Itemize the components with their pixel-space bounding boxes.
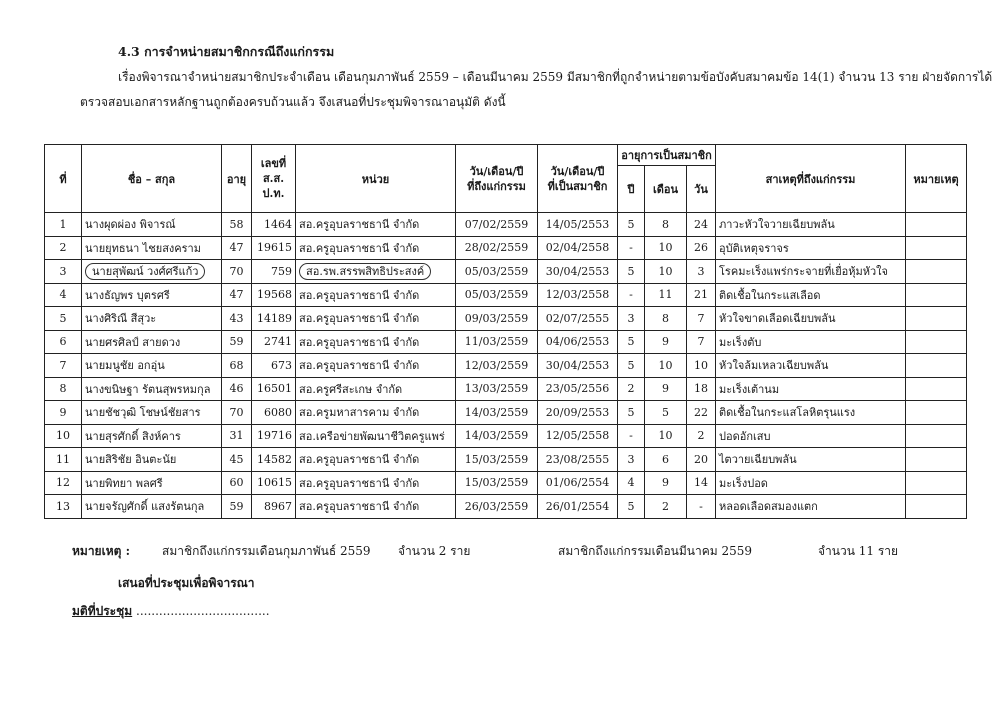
cell-months: 11 xyxy=(645,283,687,307)
circled-unit: สอ.รพ.สรรพสิทธิประสงค์ xyxy=(299,263,431,280)
cell-days: 22 xyxy=(687,401,716,425)
cell-cause: หัวใจล้มเหลวเฉียบพลัน xyxy=(716,354,906,378)
note-label: หมายเหตุ : xyxy=(72,544,131,558)
cell-no: 7 xyxy=(45,354,82,378)
cell-years: 4 xyxy=(618,471,645,495)
cell-name: นางธัญพร บุตรศรี xyxy=(82,283,222,307)
cell-days: 18 xyxy=(687,377,716,401)
cell-name: นายยุทธนา ไชยสงคราม xyxy=(82,236,222,260)
table-row xyxy=(45,354,967,378)
cell-join-date: 30/04/2553 xyxy=(538,260,618,284)
proposal-text: เสนอที่ประชุมเพื่อพิจารณา xyxy=(118,576,255,590)
cell-unit: สอ.ครูอุบลราชธานี จำกัด xyxy=(296,213,456,237)
cell-remark xyxy=(906,377,967,401)
col-header-death-date-line-2: ที่ถึงแก่กรรม xyxy=(467,179,526,193)
cell-no: 12 xyxy=(45,471,82,495)
cell-remark xyxy=(906,401,967,425)
cell-days: 3 xyxy=(687,260,716,284)
cell-name: นายศรศิลป์ สายดวง xyxy=(82,330,222,354)
cell-age: 59 xyxy=(222,330,252,354)
cell-years: 2 xyxy=(618,377,645,401)
cell-name: นายชัชวุฒิ โชษน์ชัยสาร xyxy=(82,401,222,425)
cell-months: 9 xyxy=(645,471,687,495)
cell-months: 10 xyxy=(645,260,687,284)
table-row xyxy=(45,471,967,495)
cell-member-no: 6080 xyxy=(252,401,296,425)
cell-death-date: 05/03/2559 xyxy=(456,260,538,284)
cell-join-date: 12/05/2558 xyxy=(538,424,618,448)
cell-join-date: 26/01/2554 xyxy=(538,495,618,519)
cell-days: 24 xyxy=(687,213,716,237)
cell-years: 5 xyxy=(618,495,645,519)
cell-age: 47 xyxy=(222,236,252,260)
cell-name: นางผุดผ่อง พิจารณ์ xyxy=(82,213,222,237)
cell-no: 10 xyxy=(45,424,82,448)
cell-months: 10 xyxy=(645,236,687,260)
cell-join-date: 04/06/2553 xyxy=(538,330,618,354)
cell-remark xyxy=(906,283,967,307)
cell-cause: หลอดเลือดสมองแตก xyxy=(716,495,906,519)
cell-months: 5 xyxy=(645,401,687,425)
cell-days: 26 xyxy=(687,236,716,260)
cell-cause: มะเร็งเต้านม xyxy=(716,377,906,401)
cell-unit xyxy=(296,260,456,284)
cell-age: 59 xyxy=(222,495,252,519)
cell-months: 10 xyxy=(645,354,687,378)
cell-no: 9 xyxy=(45,401,82,425)
cell-months: 9 xyxy=(645,330,687,354)
cell-days: 10 xyxy=(687,354,716,378)
cell-unit: สอ.เครือข่ายพัฒนาชีวิตครูแพร่ xyxy=(296,424,456,448)
cell-join-date: 14/05/2553 xyxy=(538,213,618,237)
cell-death-date: 07/02/2559 xyxy=(456,213,538,237)
resolution-line xyxy=(72,602,270,621)
cell-remark xyxy=(906,354,967,378)
cell-months: 10 xyxy=(645,424,687,448)
cell-member-no: 759 xyxy=(252,260,296,284)
cell-join-date: 01/06/2554 xyxy=(538,471,618,495)
col-header-member-no xyxy=(252,145,296,213)
cell-cause: หัวใจขาดเลือดเฉียบพลัน xyxy=(716,307,906,331)
cell-member-no: 1464 xyxy=(252,213,296,237)
cell-name: นายมนูชัย อกอุ่น xyxy=(82,354,222,378)
table-row xyxy=(45,424,967,448)
cell-join-date: 30/04/2553 xyxy=(538,354,618,378)
table-row xyxy=(45,307,967,331)
intro-paragraph-line-1: เรื่องพิจารณาจำหน่ายสมาชิกประจำเดือน เดือนกุมภาพันธ์ 2559 – เดือนมีนาคม 2559 มีสมาชิกที่ถูกจำหน่ายตามข้อบังคับสมาคมข้อ 14(1) จำนวน 13 ราย ฝ่ายจัดการได้ xyxy=(118,70,993,84)
note-mar-count: จำนวน 11 ราย xyxy=(818,544,899,558)
cell-remark xyxy=(906,236,967,260)
col-header-join-date-line-2: ที่เป็นสมาชิก xyxy=(547,179,608,193)
cell-days: 21 xyxy=(687,283,716,307)
cell-name: นายพิทยา พลศรี xyxy=(82,471,222,495)
cell-unit: สอ.ครูอุบลราชธานี จำกัด xyxy=(296,354,456,378)
col-header-member-no-line-3: ป.ท. xyxy=(262,187,285,200)
cell-member-no: 19615 xyxy=(252,236,296,260)
cell-years: 3 xyxy=(618,448,645,472)
cell-days: 20 xyxy=(687,448,716,472)
cell-months: 9 xyxy=(645,377,687,401)
cell-days: 2 xyxy=(687,424,716,448)
table-row xyxy=(45,377,967,401)
table-row xyxy=(45,495,967,519)
cell-death-date: 15/03/2559 xyxy=(456,448,538,472)
note-mar-text: สมาชิกถึงแก่กรรมเดือนมีนาคม 2559 xyxy=(558,544,753,558)
cell-death-date: 14/03/2559 xyxy=(456,424,538,448)
col-header-no: ที่ xyxy=(45,145,82,213)
cell-death-date: 05/03/2559 xyxy=(456,283,538,307)
table-body xyxy=(45,213,967,519)
cell-no: 1 xyxy=(45,213,82,237)
cell-unit: สอ.ครูอุบลราชธานี จำกัด xyxy=(296,448,456,472)
cell-days: - xyxy=(687,495,716,519)
cell-member-no: 8967 xyxy=(252,495,296,519)
cell-days: 7 xyxy=(687,307,716,331)
col-header-months: เดือน xyxy=(645,166,687,213)
cell-death-date: 13/03/2559 xyxy=(456,377,538,401)
cell-remark xyxy=(906,213,967,237)
cell-cause: มะเร็งตับ xyxy=(716,330,906,354)
cell-years: - xyxy=(618,283,645,307)
cell-no: 8 xyxy=(45,377,82,401)
cell-years: 5 xyxy=(618,260,645,284)
cell-no: 5 xyxy=(45,307,82,331)
table-row xyxy=(45,236,967,260)
table-row xyxy=(45,448,967,472)
cell-no: 6 xyxy=(45,330,82,354)
cell-remark xyxy=(906,495,967,519)
col-header-unit: หน่วย xyxy=(296,145,456,213)
cell-cause: มะเร็งปอด xyxy=(716,471,906,495)
cell-no: 13 xyxy=(45,495,82,519)
cell-death-date: 11/03/2559 xyxy=(456,330,538,354)
cell-member-no: 14582 xyxy=(252,448,296,472)
cell-name: นายจรัญศักดิ์ แสงรัตนกุล xyxy=(82,495,222,519)
col-header-years: ปี xyxy=(618,166,645,213)
cell-name: นางขนิษฐา รัตนสุพรหมกุล xyxy=(82,377,222,401)
cell-days: 14 xyxy=(687,471,716,495)
cell-years: 5 xyxy=(618,330,645,354)
circled-name: นายสุพัฒน์ วงศ์ศรีแก้ว xyxy=(85,263,205,280)
intro-paragraph-line-2: ตรวจสอบเอกสารหลักฐานถูกต้องครบถ้วนแล้ว จึงเสนอที่ประชุมพิจารณาอนุมัติ ดังนี้ xyxy=(80,95,506,109)
cell-member-no: 673 xyxy=(252,354,296,378)
cell-join-date: 20/09/2553 xyxy=(538,401,618,425)
cell-months: 2 xyxy=(645,495,687,519)
cell-age: 46 xyxy=(222,377,252,401)
table-row xyxy=(45,330,967,354)
cell-unit: สอ.ครูอุบลราชธานี จำกัด xyxy=(296,330,456,354)
cell-join-date: 12/03/2558 xyxy=(538,283,618,307)
cell-member-no: 2741 xyxy=(252,330,296,354)
cell-death-date: 15/03/2559 xyxy=(456,471,538,495)
cell-years: 5 xyxy=(618,354,645,378)
cell-months: 8 xyxy=(645,307,687,331)
cell-death-date: 28/02/2559 xyxy=(456,236,538,260)
cell-cause: อุบัติเหตุจราจร xyxy=(716,236,906,260)
cell-years: 5 xyxy=(618,401,645,425)
cell-age: 43 xyxy=(222,307,252,331)
cell-member-no: 10615 xyxy=(252,471,296,495)
col-header-death-date-line-1: วัน/เดือน/ปี xyxy=(469,164,524,178)
cell-remark xyxy=(906,260,967,284)
note-feb-text: สมาชิกถึงแก่กรรมเดือนกุมภาพันธ์ 2559 xyxy=(162,544,371,558)
cell-join-date: 02/07/2555 xyxy=(538,307,618,331)
cell-join-date: 23/08/2555 xyxy=(538,448,618,472)
cell-remark xyxy=(906,330,967,354)
cell-name xyxy=(82,260,222,284)
cell-age: 47 xyxy=(222,283,252,307)
cell-join-date: 23/05/2556 xyxy=(538,377,618,401)
cell-cause: ปอดอักเสบ xyxy=(716,424,906,448)
cell-remark xyxy=(906,307,967,331)
cell-cause: โรคมะเร็งแพร่กระจายที่เยื่อหุ้มหัวใจ xyxy=(716,260,906,284)
cell-name: นายสิริชัย อินตะนัย xyxy=(82,448,222,472)
col-header-join-date xyxy=(538,145,618,213)
col-header-membership-duration: อายุการเป็นสมาชิก xyxy=(618,145,716,166)
deceased-members-table xyxy=(44,144,967,519)
table-row xyxy=(45,213,967,237)
cell-cause: ติดเชื้อในกระแสโลหิตรุนแรง xyxy=(716,401,906,425)
col-header-member-no-line-1: เลขที่ xyxy=(260,157,287,170)
cell-months: 8 xyxy=(645,213,687,237)
col-header-join-date-line-1: วัน/เดือน/ปี xyxy=(550,164,605,178)
cell-years: 3 xyxy=(618,307,645,331)
cell-unit: สอ.ครูอุบลราชธานี จำกัด xyxy=(296,283,456,307)
cell-no: 11 xyxy=(45,448,82,472)
col-header-cause: สาเหตุที่ถึงแก่กรรม xyxy=(716,145,906,213)
cell-unit: สอ.ครูอุบลราชธานี จำกัด xyxy=(296,495,456,519)
section-heading: 4.3 การจำหน่ายสมาชิกกรณีถึงแก่กรรม xyxy=(118,44,335,59)
cell-age: 58 xyxy=(222,213,252,237)
cell-name: นายสุรศักดิ์ สิงห์คาร xyxy=(82,424,222,448)
cell-join-date: 02/04/2558 xyxy=(538,236,618,260)
col-header-age: อายุ xyxy=(222,145,252,213)
table-row xyxy=(45,283,967,307)
cell-unit: สอ.ครูมหาสารคาม จำกัด xyxy=(296,401,456,425)
resolution-blank: ................................... xyxy=(132,604,270,618)
cell-age: 45 xyxy=(222,448,252,472)
cell-age: 68 xyxy=(222,354,252,378)
cell-days: 7 xyxy=(687,330,716,354)
cell-no: 4 xyxy=(45,283,82,307)
cell-death-date: 26/03/2559 xyxy=(456,495,538,519)
cell-years: - xyxy=(618,424,645,448)
cell-unit: สอ.ครูศรีสะเกษ จำกัด xyxy=(296,377,456,401)
col-header-name: ชื่อ – สกุล xyxy=(82,145,222,213)
cell-member-no: 19716 xyxy=(252,424,296,448)
note-feb-count: จำนวน 2 ราย xyxy=(398,544,471,558)
cell-remark xyxy=(906,471,967,495)
cell-years: - xyxy=(618,236,645,260)
cell-death-date: 12/03/2559 xyxy=(456,354,538,378)
cell-no: 3 xyxy=(45,260,82,284)
cell-age: 60 xyxy=(222,471,252,495)
col-header-days: วัน xyxy=(687,166,716,213)
cell-death-date: 09/03/2559 xyxy=(456,307,538,331)
resolution-label: มติที่ประชุม xyxy=(72,604,133,618)
cell-remark xyxy=(906,424,967,448)
cell-death-date: 14/03/2559 xyxy=(456,401,538,425)
cell-unit: สอ.ครูอุบลราชธานี จำกัด xyxy=(296,307,456,331)
cell-remark xyxy=(906,448,967,472)
cell-age: 70 xyxy=(222,401,252,425)
cell-months: 6 xyxy=(645,448,687,472)
cell-age: 70 xyxy=(222,260,252,284)
col-header-member-no-line-2: ส.ส. xyxy=(262,172,285,185)
cell-cause: ภาวะหัวใจวายเฉียบพลัน xyxy=(716,213,906,237)
cell-unit: สอ.ครูอุบลราชธานี จำกัด xyxy=(296,236,456,260)
cell-years: 5 xyxy=(618,213,645,237)
col-header-remark: หมายเหตุ xyxy=(906,145,967,213)
cell-member-no: 19568 xyxy=(252,283,296,307)
cell-unit: สอ.ครูอุบลราชธานี จำกัด xyxy=(296,471,456,495)
cell-name: นางศิริณี สีสุวะ xyxy=(82,307,222,331)
cell-age: 31 xyxy=(222,424,252,448)
table-row xyxy=(45,401,967,425)
cell-member-no: 16501 xyxy=(252,377,296,401)
table-header-row xyxy=(45,145,967,166)
cell-no: 2 xyxy=(45,236,82,260)
cell-cause: ไตวายเฉียบพลัน xyxy=(716,448,906,472)
cell-member-no: 14189 xyxy=(252,307,296,331)
cell-cause: ติดเชื้อในกระแสเลือด xyxy=(716,283,906,307)
col-header-death-date xyxy=(456,145,538,213)
table-row xyxy=(45,260,967,284)
